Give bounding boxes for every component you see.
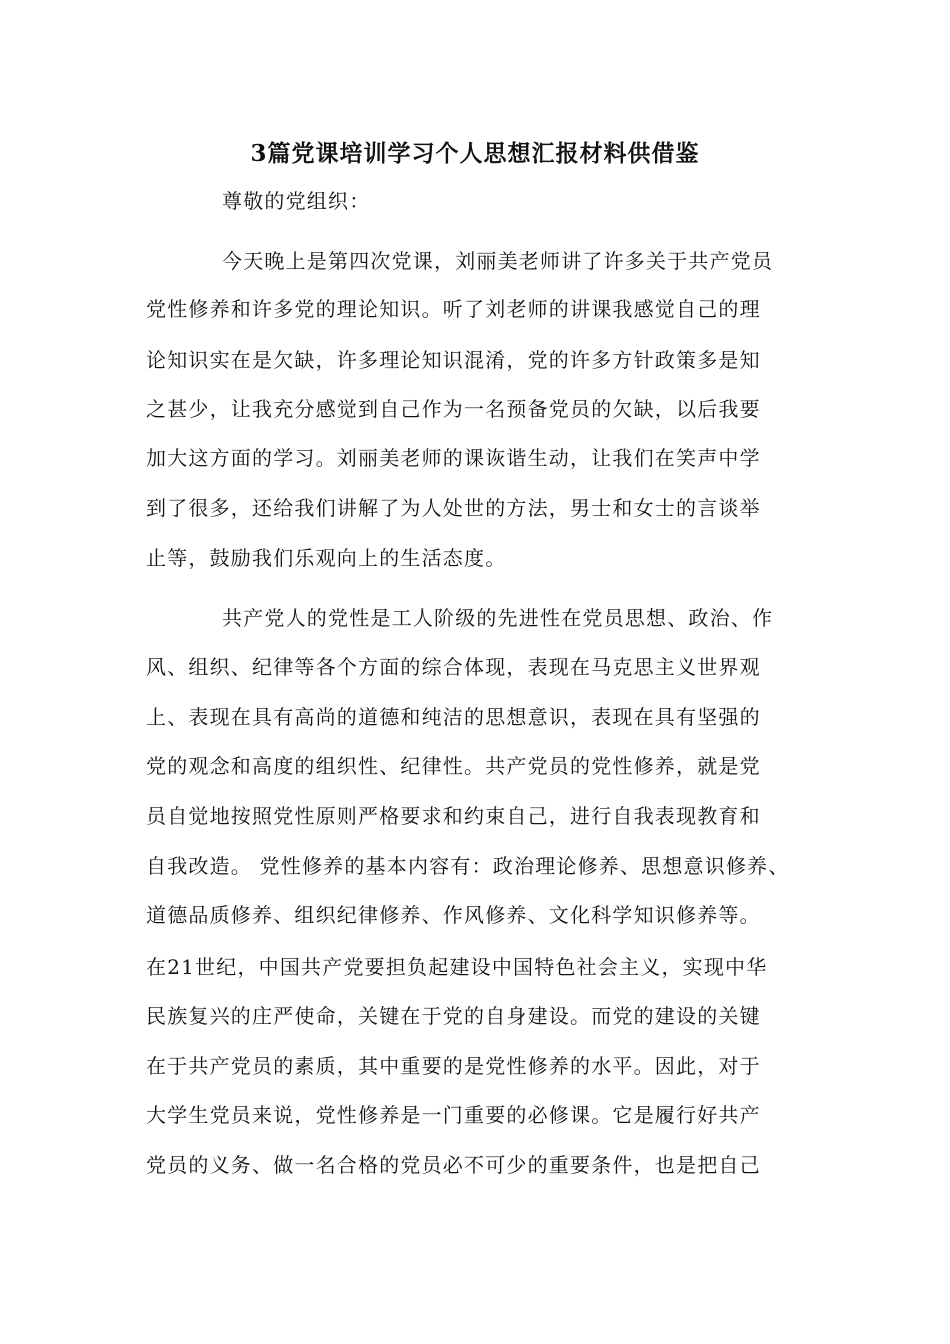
paragraph1-line: 到了很多，还给我们讲解了为人处世的方法，男士和女士的言谈举 (146, 496, 761, 520)
paragraph1-line: 止等，鼓励我们乐观向上的生活态度。 (146, 546, 507, 570)
paragraph2-line: 在21世纪，中国共产党要担负起建设中国特色社会主义，实现中华 (146, 955, 768, 979)
paragraph2-line: 大学生党员来说，党性修养是一门重要的必修课。它是履行好共产 (146, 1103, 761, 1127)
document-title: 3篇党课培训学习个人思想汇报材料供借鉴 (250, 140, 700, 167)
paragraph1-line: 之甚少，让我充分感觉到自己作为一名预备党员的欠缺，以后我要 (146, 397, 761, 421)
paragraph2-line: 党员的义务、做一名合格的党员必不可少的重要条件，也是把自己 (146, 1153, 761, 1177)
paragraph1-line: 今天晚上是第四次党课，刘丽美老师讲了许多关于共产党员 (222, 249, 774, 273)
paragraph2-line: 在于共产党员的素质，其中重要的是党性修养的水平。因此，对于 (146, 1054, 761, 1078)
salutation: 尊敬的党组织： (222, 189, 371, 213)
paragraph2-line: 民族复兴的庄严使命，关键在于党的自身建设。而党的建设的关键 (146, 1004, 761, 1028)
paragraph2-line: 自我改造。 党性修养的基本内容有：政治理论修养、思想意识修养、 (146, 854, 790, 878)
paragraph2-line: 党的观念和高度的组织性、纪律性。共产党员的党性修养，就是党 (146, 754, 761, 778)
paragraph2-line: 风、组织、纪律等各个方面的综合体现，表现在马克思主义世界观 (146, 655, 761, 679)
paragraph2-line: 共产党人的党性是工人阶级的先进性在党员思想、政治、作 (222, 606, 774, 630)
paragraph1-line: 加大这方面的学习。刘丽美老师的课诙谐生动，让我们在笑声中学 (146, 446, 761, 470)
paragraph1-line: 论知识实在是欠缺，许多理论知识混淆，党的许多方针政策多是知 (146, 348, 761, 372)
paragraph2-line: 上、表现在具有高尚的道德和纯洁的思想意识，表现在具有坚强的 (146, 705, 761, 729)
paragraph2-line: 道德品质修养、组织纪律修养、作风修养、文化科学知识修养等。 (146, 903, 761, 927)
paragraph2-line: 员自觉地按照党性原则严格要求和约束自己，进行自我表现教育和 (146, 804, 761, 828)
paragraph1-line: 党性修养和许多党的理论知识。听了刘老师的讲课我感觉自己的理 (146, 297, 761, 321)
